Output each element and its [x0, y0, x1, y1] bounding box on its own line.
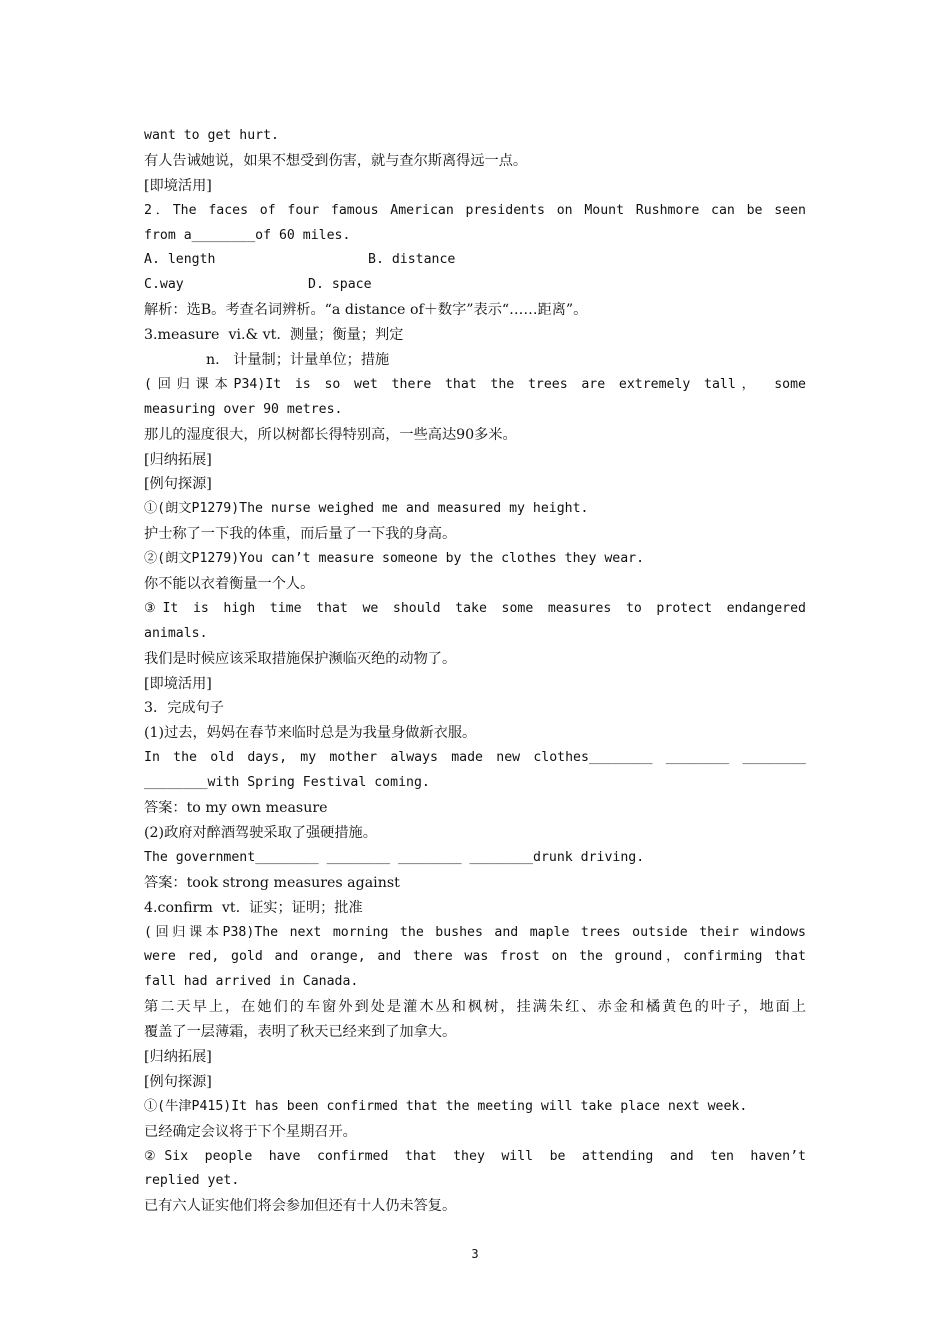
option-a: A. length	[144, 252, 216, 268]
text-line: (回归课本P38)The next morning the bushes and maple trees outside their windows	[144, 924, 806, 940]
exercise-sentence: In the old days, my mother always made new clothes________ ________ ________	[144, 750, 806, 766]
exercise-sentence: ________with Spring Festival coming.	[144, 775, 430, 791]
text-line: 第二天早上，在她们的车窗外到处是灌木丛和枫树，挂满朱红、赤金和橘黄色的叶子，地面上	[144, 999, 806, 1016]
section-label: [即境活用]	[144, 675, 212, 692]
option-b: B. distance	[368, 252, 456, 268]
answer-explanation: 解析：选B。考查名词辨析。“a distance of＋数字”表示“……距离”。	[144, 302, 588, 319]
exercise-prompt: (1)过去，妈妈在春节来临时总是为我量身做新衣服。	[144, 725, 477, 742]
text-line: 那儿的湿度很大，所以树都长得特别高，一些高达90多米。	[144, 426, 517, 443]
document-body	[144, 124, 806, 1219]
example-sentence: replied yet.	[144, 1173, 240, 1189]
text-line: measuring over 90 metres.	[144, 401, 343, 417]
example-sentence: animals.	[144, 625, 208, 641]
text-line: want to get hurt.	[144, 128, 279, 143]
example-sentence: ③It is high time that we should take some measures to protect endangered	[144, 600, 806, 616]
answer-line: 答案：to my own measure	[144, 800, 328, 817]
vocab-heading: 4.confirm vt. 证实；证明；批准	[144, 899, 363, 916]
section-label: [归纳拓展]	[144, 451, 212, 468]
example-translation: 已经确定会议将于下个星期召开。	[144, 1123, 357, 1140]
option-row	[144, 248, 806, 273]
text-line: (回归课本P34)It is so wet there that the trees are extremely tall， some	[144, 376, 806, 392]
section-label: [归纳拓展]	[144, 1048, 212, 1065]
page-number: 3	[471, 1247, 479, 1261]
option-d: D. space	[308, 277, 372, 293]
example-sentence: ②Six people have confirmed that they will be attending and ten haven’t	[144, 1148, 806, 1164]
example-sentence: ①(牛津P415)It has been confirmed that the meeting will take place next week.	[144, 1098, 748, 1114]
answer-line: 答案：took strong measures against	[144, 874, 400, 891]
example-translation: 我们是时候应该采取措施保护濒临灭绝的动物了。	[144, 650, 457, 667]
section-label: [例句探源]	[144, 1073, 212, 1090]
exercise-sentence: The government________ ________ ________ ________drunk driving.	[144, 849, 645, 865]
option-row	[144, 273, 806, 298]
question-stem: 2．The faces of four famous American presidents on Mount Rushmore can be seen	[144, 202, 806, 218]
section-label: [例句探源]	[144, 476, 212, 493]
exercise-prompt: (2)政府对醉酒驾驶采取了强硬措施。	[144, 824, 377, 841]
text-line: 有人告诫她说，如果不想受到伤害，就与查尔斯离得远一点。	[144, 152, 528, 169]
vocab-heading: 3.measure vi.& vt. 测量；衡量；判定	[144, 327, 404, 344]
example-sentence: ②(朗文P1279)You can’t measure someone by the clothes they wear.	[144, 551, 645, 567]
example-translation: 已有六人证实他们将会参加但还有十人仍未答复。	[144, 1198, 457, 1215]
option-c: C.way	[144, 277, 184, 293]
vocab-sense: n. 计量制；计量单位；措施	[206, 352, 390, 369]
question-stem: from a________of 60 miles.	[144, 227, 351, 243]
example-sentence: ①(朗文P1279)The nurse weighed me and measured my height.	[144, 501, 589, 517]
text-line: 覆盖了一层薄霜，表明了秋天已经来到了加拿大。	[144, 1024, 457, 1041]
text-line: were red, gold and orange, and there was frost on the ground，confirming that	[144, 949, 806, 965]
exercise-heading: 3．完成句子	[144, 700, 224, 717]
example-translation: 你不能以衣着衡量一个人。	[144, 576, 315, 593]
example-translation: 护士称了一下我的体重，而后量了一下我的身高。	[144, 526, 457, 543]
section-label: [即境活用]	[144, 177, 212, 194]
text-line: fall had arrived in Canada.	[144, 974, 359, 990]
